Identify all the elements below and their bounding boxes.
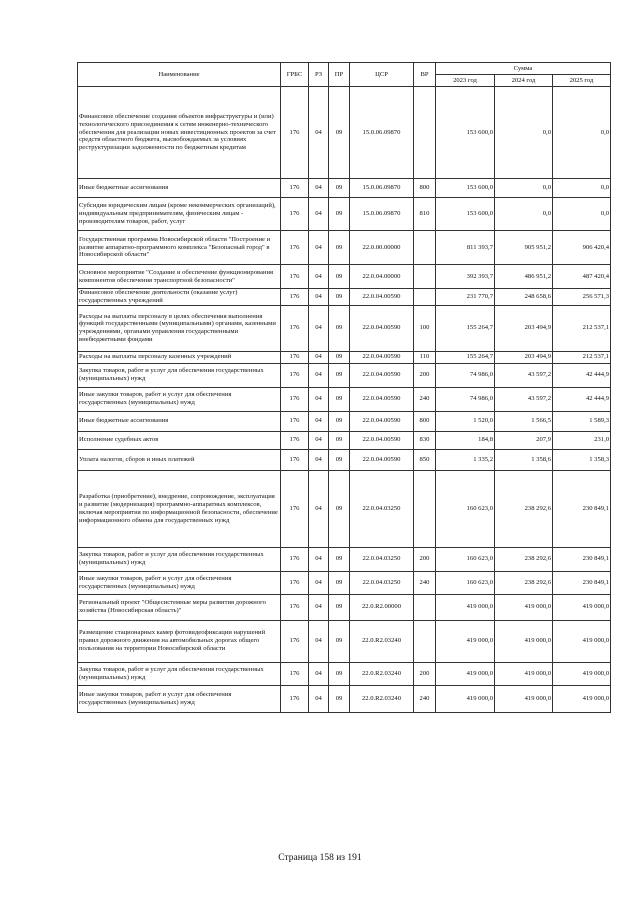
cell-2024: 1 566,5 bbox=[495, 411, 553, 431]
cell-2025: 419 000,0 bbox=[553, 620, 611, 662]
cell-grbs: 176 bbox=[281, 431, 309, 449]
table-row bbox=[78, 87, 611, 179]
cell-vr bbox=[414, 289, 436, 306]
table-row bbox=[78, 547, 611, 571]
cell-2025: 487 420,4 bbox=[553, 265, 611, 289]
cell-grbs: 176 bbox=[281, 571, 309, 594]
cell-grbs: 176 bbox=[281, 411, 309, 431]
cell-csr: 22.0.04.00590 bbox=[350, 431, 414, 449]
cell-name: Иные закупки товаров, работ и услуг для обеспечения государственных (муниципальных) нужд bbox=[78, 387, 281, 411]
table-row bbox=[78, 265, 611, 289]
cell-csr: 22.0.04.00590 bbox=[350, 351, 414, 363]
cell-rz: 04 bbox=[309, 265, 329, 289]
cell-pr: 09 bbox=[329, 265, 350, 289]
cell-vr bbox=[414, 620, 436, 662]
cell-2024: 905 951,2 bbox=[495, 231, 553, 265]
cell-pr: 09 bbox=[329, 685, 350, 712]
cell-2025: 230 849,1 bbox=[553, 470, 611, 547]
cell-grbs: 176 bbox=[281, 265, 309, 289]
cell-grbs: 176 bbox=[281, 363, 309, 387]
cell-2023: 155 264,7 bbox=[436, 305, 495, 351]
cell-2024: 0,0 bbox=[495, 179, 553, 198]
cell-name: Основное мероприятие "Создание и обеспечение функционирования компонентов обеспечения транспортной безопасности" bbox=[78, 265, 281, 289]
cell-pr: 09 bbox=[329, 594, 350, 620]
table-row bbox=[78, 620, 611, 662]
cell-2025: 419 000,0 bbox=[553, 594, 611, 620]
cell-rz: 04 bbox=[309, 470, 329, 547]
cell-csr: 15.0.06.09870 bbox=[350, 179, 414, 198]
table-row bbox=[78, 198, 611, 231]
cell-2024: 238 292,6 bbox=[495, 470, 553, 547]
cell-2023: 184,8 bbox=[436, 431, 495, 449]
cell-pr: 09 bbox=[329, 305, 350, 351]
cell-2024: 419 000,0 bbox=[495, 685, 553, 712]
cell-2025: 212 537,1 bbox=[553, 305, 611, 351]
cell-vr bbox=[414, 470, 436, 547]
cell-vr bbox=[414, 265, 436, 289]
cell-pr: 09 bbox=[329, 363, 350, 387]
cell-pr: 09 bbox=[329, 662, 350, 685]
cell-rz: 04 bbox=[309, 685, 329, 712]
table-row bbox=[78, 449, 611, 470]
cell-2024: 43 597,2 bbox=[495, 363, 553, 387]
cell-name: Субсидии юридическим лицам (кроме некоммерческих организаций), индивидуальным предпринимателям, физическим лицам - производителям товаров, работ, услуг bbox=[78, 198, 281, 231]
cell-rz: 04 bbox=[309, 363, 329, 387]
cell-name: Региональный проект "Общесистемные меры развития дорожного хозяйства (Новосибирская область)" bbox=[78, 594, 281, 620]
cell-vr: 200 bbox=[414, 547, 436, 571]
cell-2023: 160 623,0 bbox=[436, 470, 495, 547]
cell-grbs: 176 bbox=[281, 179, 309, 198]
cell-pr: 09 bbox=[329, 411, 350, 431]
header-pr: ПР bbox=[329, 63, 350, 87]
table-row bbox=[78, 411, 611, 431]
cell-2023: 392 393,7 bbox=[436, 265, 495, 289]
cell-pr: 09 bbox=[329, 449, 350, 470]
cell-2023: 153 600,0 bbox=[436, 87, 495, 179]
cell-pr: 09 bbox=[329, 289, 350, 306]
cell-name: Закупка товаров, работ и услуг для обеспечения государственных (муниципальных) нужд bbox=[78, 363, 281, 387]
cell-name: Размещение стационарных камер фотовидеофиксации нарушений правил дорожного движения на автомобильных дорогах общего пользования на территории Новосибирской области bbox=[78, 620, 281, 662]
cell-2024: 203 494,9 bbox=[495, 305, 553, 351]
cell-2023: 155 264,7 bbox=[436, 351, 495, 363]
cell-2023: 74 986,0 bbox=[436, 387, 495, 411]
cell-2023: 811 393,7 bbox=[436, 231, 495, 265]
cell-2024: 419 000,0 bbox=[495, 662, 553, 685]
cell-2023: 153 600,0 bbox=[436, 179, 495, 198]
cell-2024: 419 000,0 bbox=[495, 594, 553, 620]
cell-pr: 09 bbox=[329, 387, 350, 411]
cell-csr: 22.0.R2.00000 bbox=[350, 594, 414, 620]
cell-csr: 22.0.04.03250 bbox=[350, 470, 414, 547]
cell-vr: 110 bbox=[414, 351, 436, 363]
cell-csr: 22.0.04.03250 bbox=[350, 571, 414, 594]
cell-name: Закупка товаров, работ и услуг для обеспечения государственных (муниципальных) нужд bbox=[78, 547, 281, 571]
cell-vr bbox=[414, 87, 436, 179]
cell-rz: 04 bbox=[309, 305, 329, 351]
cell-name: Финансовое обеспечение создания объектов инфраструктуры и (или) технологического присоединения к сетям инженерно-технического обеспечения для реализации новых инвестиционных проектов за счет средств областного бюджета, высвобождаемых за условиях реструктуризации задолженности по бюджетным кредитам bbox=[78, 87, 281, 179]
cell-pr: 09 bbox=[329, 431, 350, 449]
cell-2025: 231,0 bbox=[553, 431, 611, 449]
cell-name: Финансовое обеспечение деятельности (оказание услуг) государственных учреждений bbox=[78, 289, 281, 306]
cell-vr: 200 bbox=[414, 662, 436, 685]
table-row bbox=[78, 305, 611, 351]
cell-2025: 212 537,1 bbox=[553, 351, 611, 363]
cell-2023: 419 000,0 bbox=[436, 620, 495, 662]
cell-2024: 0,0 bbox=[495, 198, 553, 231]
table-row bbox=[78, 179, 611, 198]
cell-rz: 04 bbox=[309, 198, 329, 231]
cell-2025: 230 849,1 bbox=[553, 571, 611, 594]
cell-name: Разработка (приобретение), внедрение, сопровождение, эксплуатация и развитие (модернизация) программно-аппаратных комплексов, включая мероприятия по информационной безопасности, обеспечение информационного обмена для государственных нужд bbox=[78, 470, 281, 547]
cell-csr: 15.0.06.09870 bbox=[350, 87, 414, 179]
header-grbs: ГРБС bbox=[281, 63, 309, 87]
cell-2025: 42 444,9 bbox=[553, 363, 611, 387]
cell-2025: 1 358,3 bbox=[553, 449, 611, 470]
cell-rz: 04 bbox=[309, 231, 329, 265]
cell-vr: 240 bbox=[414, 685, 436, 712]
cell-pr: 09 bbox=[329, 198, 350, 231]
cell-2025: 0,0 bbox=[553, 179, 611, 198]
cell-2023: 419 000,0 bbox=[436, 685, 495, 712]
cell-2024: 248 658,6 bbox=[495, 289, 553, 306]
cell-2024: 1 358,6 bbox=[495, 449, 553, 470]
cell-2024: 207,9 bbox=[495, 431, 553, 449]
cell-vr: 800 bbox=[414, 179, 436, 198]
cell-vr: 810 bbox=[414, 198, 436, 231]
cell-csr: 22.0.04.00590 bbox=[350, 387, 414, 411]
cell-name: Иные бюджетные ассигнования bbox=[78, 179, 281, 198]
table-row bbox=[78, 351, 611, 363]
cell-name: Исполнение судебных актов bbox=[78, 431, 281, 449]
cell-rz: 04 bbox=[309, 547, 329, 571]
header-year-2025: 2025 год bbox=[553, 75, 611, 87]
cell-2023: 419 000,0 bbox=[436, 594, 495, 620]
cell-grbs: 176 bbox=[281, 449, 309, 470]
cell-pr: 09 bbox=[329, 179, 350, 198]
cell-2023: 1 520,0 bbox=[436, 411, 495, 431]
cell-2025: 256 571,3 bbox=[553, 289, 611, 306]
cell-2023: 74 986,0 bbox=[436, 363, 495, 387]
cell-pr: 09 bbox=[329, 571, 350, 594]
cell-vr: 200 bbox=[414, 363, 436, 387]
cell-pr: 09 bbox=[329, 231, 350, 265]
table-row bbox=[78, 431, 611, 449]
cell-grbs: 176 bbox=[281, 547, 309, 571]
cell-2023: 160 623,0 bbox=[436, 571, 495, 594]
cell-pr: 09 bbox=[329, 87, 350, 179]
cell-name: Иные бюджетные ассигнования bbox=[78, 411, 281, 431]
header-rz: РЗ bbox=[309, 63, 329, 87]
cell-2024: 43 597,2 bbox=[495, 387, 553, 411]
table-row bbox=[78, 231, 611, 265]
cell-2025: 0,0 bbox=[553, 198, 611, 231]
cell-csr: 22.0.00.00000 bbox=[350, 231, 414, 265]
cell-vr: 830 bbox=[414, 431, 436, 449]
cell-rz: 04 bbox=[309, 594, 329, 620]
cell-csr: 22.0.04.00590 bbox=[350, 305, 414, 351]
header-vr: ВР bbox=[414, 63, 436, 87]
cell-pr: 09 bbox=[329, 470, 350, 547]
table-row bbox=[78, 571, 611, 594]
cell-vr: 850 bbox=[414, 449, 436, 470]
cell-rz: 04 bbox=[309, 411, 329, 431]
header-year-2024: 2024 год bbox=[495, 75, 553, 87]
cell-2023: 231 770,7 bbox=[436, 289, 495, 306]
cell-rz: 04 bbox=[309, 449, 329, 470]
table-row bbox=[78, 387, 611, 411]
cell-csr: 22.0.04.00590 bbox=[350, 289, 414, 306]
cell-rz: 04 bbox=[309, 620, 329, 662]
cell-2023: 153 600,0 bbox=[436, 198, 495, 231]
cell-name: Расходы на выплаты персоналу в целях обеспечения выполнения функций государственными (муниципальными) органами, казенными учреждениями, органами управления государственными внебюджетными фондами bbox=[78, 305, 281, 351]
cell-2025: 1 589,3 bbox=[553, 411, 611, 431]
cell-2025: 230 849,1 bbox=[553, 547, 611, 571]
cell-vr bbox=[414, 231, 436, 265]
header-csr: ЦСР bbox=[350, 63, 414, 87]
cell-2023: 160 623,0 bbox=[436, 547, 495, 571]
cell-2023: 1 335,2 bbox=[436, 449, 495, 470]
cell-grbs: 176 bbox=[281, 351, 309, 363]
cell-grbs: 176 bbox=[281, 231, 309, 265]
cell-rz: 04 bbox=[309, 87, 329, 179]
cell-name: Расходы на выплаты персоналу казенных учреждений bbox=[78, 351, 281, 363]
header-name: Наименование bbox=[78, 63, 281, 87]
header-year-2023: 2023 год bbox=[436, 75, 495, 87]
cell-2025: 906 420,4 bbox=[553, 231, 611, 265]
cell-csr: 22.0.04.00590 bbox=[350, 449, 414, 470]
table-row bbox=[78, 470, 611, 547]
cell-rz: 04 bbox=[309, 387, 329, 411]
cell-2025: 0,0 bbox=[553, 87, 611, 179]
header-sum: Сумма bbox=[436, 63, 611, 75]
cell-2024: 238 292,6 bbox=[495, 547, 553, 571]
cell-rz: 04 bbox=[309, 351, 329, 363]
cell-rz: 04 bbox=[309, 179, 329, 198]
cell-vr: 240 bbox=[414, 387, 436, 411]
cell-pr: 09 bbox=[329, 620, 350, 662]
budget-table bbox=[77, 62, 611, 713]
cell-vr: 100 bbox=[414, 305, 436, 351]
cell-csr: 22.0.R2.03240 bbox=[350, 620, 414, 662]
page-number: Страница 158 из 191 bbox=[278, 853, 362, 863]
cell-grbs: 176 bbox=[281, 305, 309, 351]
cell-grbs: 176 bbox=[281, 87, 309, 179]
cell-grbs: 176 bbox=[281, 198, 309, 231]
cell-grbs: 176 bbox=[281, 620, 309, 662]
cell-2024: 203 494,9 bbox=[495, 351, 553, 363]
table-body bbox=[78, 87, 611, 713]
cell-rz: 04 bbox=[309, 431, 329, 449]
cell-csr: 22.0.R2.03240 bbox=[350, 662, 414, 685]
cell-2025: 419 000,0 bbox=[553, 662, 611, 685]
cell-csr: 15.0.06.09870 bbox=[350, 198, 414, 231]
cell-2024: 238 292,6 bbox=[495, 571, 553, 594]
cell-csr: 22.0.04.00590 bbox=[350, 411, 414, 431]
cell-name: Закупка товаров, работ и услуг для обеспечения государственных (муниципальных) нужд bbox=[78, 662, 281, 685]
cell-2024: 0,0 bbox=[495, 87, 553, 179]
cell-csr: 22.0.04.03250 bbox=[350, 547, 414, 571]
cell-csr: 22.0.R2.03240 bbox=[350, 685, 414, 712]
cell-name: Иные закупки товаров, работ и услуг для обеспечения государственных (муниципальных) нужд bbox=[78, 571, 281, 594]
cell-name: Иные закупки товаров, работ и услуг для обеспечения государственных (муниципальных) нужд bbox=[78, 685, 281, 712]
cell-grbs: 176 bbox=[281, 289, 309, 306]
cell-grbs: 176 bbox=[281, 685, 309, 712]
cell-2024: 419 000,0 bbox=[495, 620, 553, 662]
table-row bbox=[78, 594, 611, 620]
cell-grbs: 176 bbox=[281, 387, 309, 411]
cell-grbs: 176 bbox=[281, 470, 309, 547]
cell-csr: 22.0.04.00000 bbox=[350, 265, 414, 289]
cell-grbs: 176 bbox=[281, 594, 309, 620]
cell-name: Уплата налогов, сборов и иных платежей bbox=[78, 449, 281, 470]
cell-name: Государственная программа Новосибирской области "Построение и развитие аппаратно-программного комплекса "Безопасный город" в Новосибирской области" bbox=[78, 231, 281, 265]
table-row bbox=[78, 685, 611, 712]
cell-2025: 42 444,9 bbox=[553, 387, 611, 411]
cell-2025: 419 000,0 bbox=[553, 685, 611, 712]
cell-pr: 09 bbox=[329, 547, 350, 571]
cell-csr: 22.0.04.00590 bbox=[350, 363, 414, 387]
cell-2023: 419 000,0 bbox=[436, 662, 495, 685]
table-row bbox=[78, 363, 611, 387]
cell-2024: 486 951,2 bbox=[495, 265, 553, 289]
table-row bbox=[78, 662, 611, 685]
cell-rz: 04 bbox=[309, 662, 329, 685]
table-row bbox=[78, 289, 611, 306]
cell-pr: 09 bbox=[329, 351, 350, 363]
cell-rz: 04 bbox=[309, 571, 329, 594]
cell-rz: 04 bbox=[309, 289, 329, 306]
cell-vr: 240 bbox=[414, 571, 436, 594]
cell-vr bbox=[414, 594, 436, 620]
cell-grbs: 176 bbox=[281, 662, 309, 685]
cell-vr: 800 bbox=[414, 411, 436, 431]
